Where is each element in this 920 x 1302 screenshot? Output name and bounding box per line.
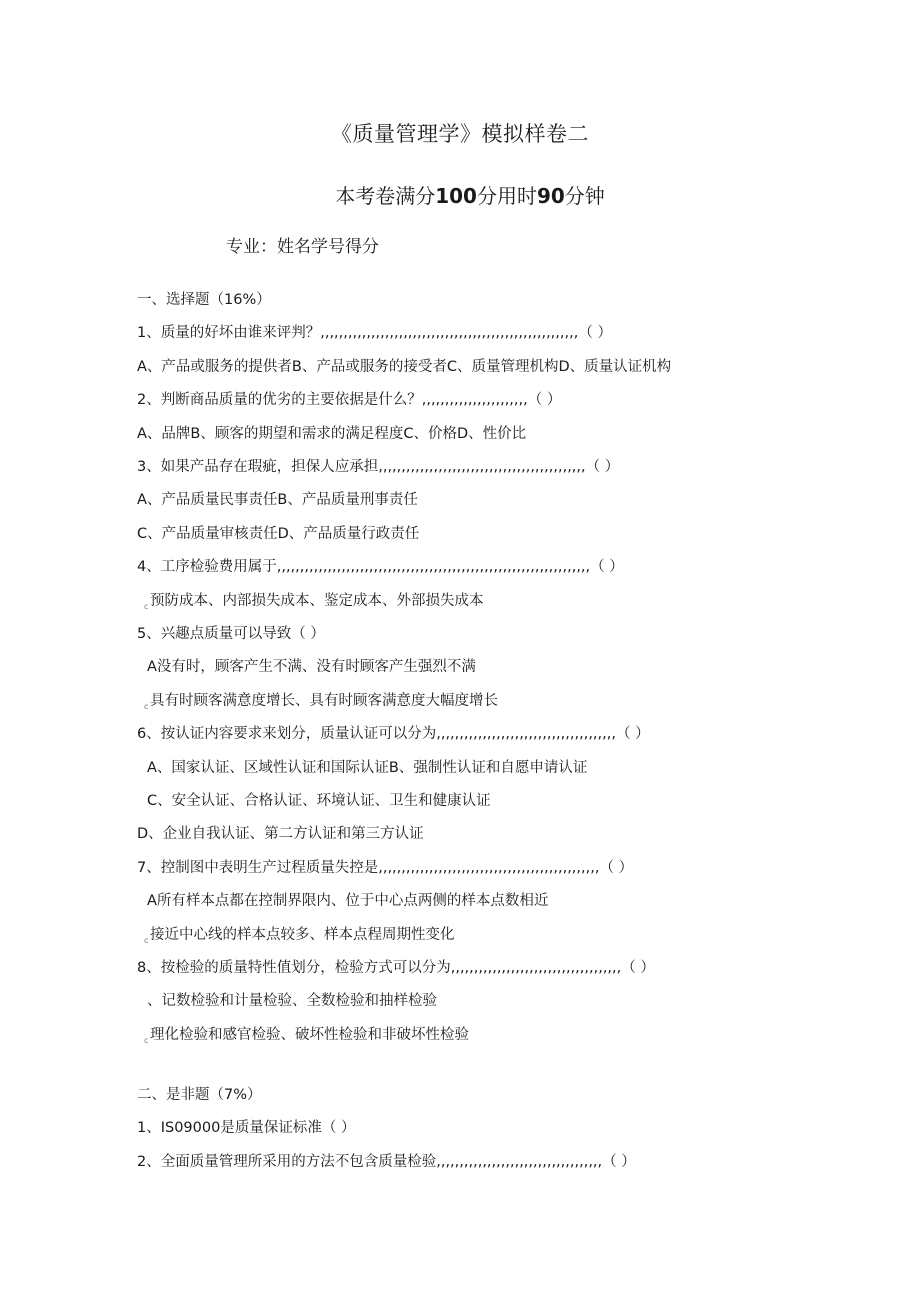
exam-subtitle xyxy=(0,180,920,209)
scan-mark: c xyxy=(144,602,149,611)
question-6-options-ab: A、国家认证、区域性认证和国际认证B、强制性认证和自愿申请认证 xyxy=(147,760,588,776)
question-8: 8、按检验的质量特性值划分，检验方式可以分为,,,,,,,,,,,,,,,,,,,,,,,,,,,,,,,,,,,,,（ ） xyxy=(137,960,655,976)
question-8-options-a: 、记数检验和计量检验、全数检验和抽样检验 xyxy=(147,993,437,1009)
question-7-options-a: A所有样本点都在控制界限内、位于中心点两侧的样本点数相近 xyxy=(147,893,549,909)
question-2: 2、判断商品质量的优劣的主要依据是什么？,,,,,,,,,,,,,,,,,,,,,,,（ ） xyxy=(137,392,562,408)
question-1-options: A、产品或服务的提供者B、产品或服务的接受者C、质量管理机构D、质量认证机构 xyxy=(137,359,672,375)
subtitle-text-1: 本考卷满分 xyxy=(335,184,436,208)
full-score: 100 xyxy=(435,184,477,208)
question-3: 3、如果产品存在瑕疵，担保人应承担,,,,,,,,,,,,,,,,,,,,,,,,,,,,,,,,,,,,,,,,,,,,,（ ） xyxy=(137,459,620,475)
question-8-options-b-text: 理化检验和感官检验、破坏性检验和非破坏性检验 xyxy=(150,1027,469,1043)
question-6-option-c: C、安全认证、合格认证、环境认证、卫生和健康认证 xyxy=(147,793,491,809)
scan-mark: c xyxy=(144,702,149,711)
scan-mark: c xyxy=(144,1036,149,1045)
question-6: 6、按认证内容要求来划分，质量认证可以分为,,,,,,,,,,,,,,,,,,,,,,,,,,,,,,,,,,,,,,,（ ） xyxy=(137,726,650,742)
question-3-options-cd: C、产品质量审核责任D、产品质量行政责任 xyxy=(137,526,420,542)
subtitle-text-2: 分用时 xyxy=(476,184,537,208)
question-8-options-b xyxy=(144,1025,469,1051)
question-4: 4、工序检验费用属于,,,,,,,,,,,,,,,,,,,,,,,,,,,,,,,,,,,,,,,,,,,,,,,,,,,,,,,,,,,,,,,,,,,,（ ） xyxy=(137,559,624,575)
question-7: 7、控制图中表明生产过程质量失控是,,,,,,,,,,,,,,,,,,,,,,,,,,,,,,,,,,,,,,,,,,,,,,,,（ ） xyxy=(137,860,634,876)
question-5-options-b-text: 具有时顾客满意度增长、具有时顾客满意度大幅度增长 xyxy=(150,693,498,709)
time-limit: 90 xyxy=(536,184,565,208)
question-4-options-text: 预防成本、内部损失成本、鉴定成本、外部损失成本 xyxy=(150,593,484,609)
question-5-options-b xyxy=(144,691,498,717)
question-5: 5、兴趣点质量可以导致（ ） xyxy=(137,626,325,642)
question-1: 1、质量的好坏由谁来评判？,,,,,,,,,,,,,,,,,,,,,,,,,,,,,,,,,,,,,,,,,,,,,,,,,,,,,,,,（ ） xyxy=(137,325,612,341)
tf-question-2: 2、全面质量管理所采用的方法不包含质量检验,,,,,,,,,,,,,,,,,,,,,,,,,,,,,,,,,,,,（ ） xyxy=(137,1154,636,1170)
student-info-line: 专业：姓名学号得分 xyxy=(226,237,379,257)
section-heading-choice: 一、选择题（16%） xyxy=(137,292,271,308)
scan-mark: c xyxy=(144,936,149,945)
question-5-options-a: A没有时，顾客产生不满、没有时顾客产生强烈不满 xyxy=(147,659,476,675)
tf-question-1: 1、IS09000是质量保证标准（ ） xyxy=(137,1120,356,1136)
question-3-options-ab: A、产品质量民事责任B、产品质量刑事责任 xyxy=(137,492,418,508)
exam-title: 《质量管理学》模拟样卷二 xyxy=(331,122,589,146)
question-7-options-b xyxy=(144,925,455,951)
question-2-options: A、品牌B、顾客的期望和需求的满足程度C、价格D、性价比 xyxy=(137,426,527,442)
question-4-options xyxy=(144,591,484,617)
subtitle-text-3: 分钟 xyxy=(564,184,605,208)
question-6-option-d: D、企业自我认证、第二方认证和第三方认证 xyxy=(137,826,424,842)
section-heading-true-false: 二、是非题（7%） xyxy=(137,1087,262,1103)
question-7-options-b-text: 接近中心线的样本点较多、样本点程周期性变化 xyxy=(150,927,455,943)
